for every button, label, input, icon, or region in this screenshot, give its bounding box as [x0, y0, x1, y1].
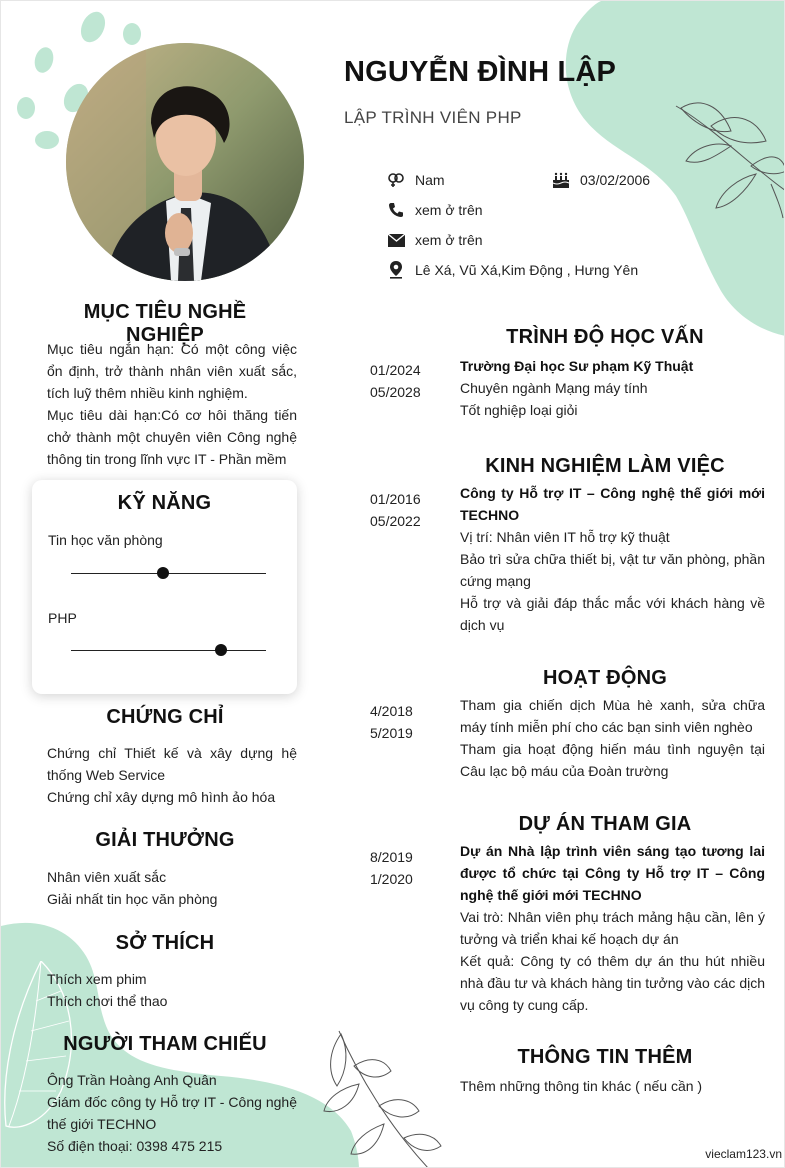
email-row — [386, 231, 483, 249]
gender-value: Nam — [415, 172, 445, 188]
skill-slider-track — [71, 573, 266, 574]
footer-brand: vieclam123.vn — [705, 1147, 782, 1161]
activities-dates — [370, 700, 413, 744]
awards-title: GIẢI THƯỞNG — [95, 829, 235, 851]
additional-text: Thêm những thông tin khác ( nếu cần ) — [460, 1078, 703, 1094]
experience-role: Vị trí: Nhân viên IT hỗ trợ kỹ thuật — [460, 529, 670, 545]
location-pin-icon — [386, 261, 406, 279]
education-school: Trường Đại học Sư phạm Kỹ Thuật — [460, 358, 694, 374]
references-title: NGƯỜI THAM CHIẾU — [63, 1033, 267, 1055]
activities-end: 5/2019 — [370, 725, 413, 741]
email-value: xem ở trên — [415, 232, 483, 248]
activity-item: Tham gia hoạt động hiến máu tình nguyện tại Câu lạc bộ máu của Đoàn trường — [460, 741, 765, 779]
reference-position: Giám đốc công ty Hỗ trợ IT - Công nghệ thế giới TECHNO — [47, 1094, 297, 1132]
hobbies-title: SỞ THÍCH — [115, 932, 215, 954]
hobby-item: Thích xem phim — [47, 971, 147, 987]
address-row — [386, 261, 638, 279]
education-start: 01/2024 — [370, 362, 421, 378]
experience-start: 01/2016 — [370, 491, 421, 507]
skill-slider-track — [71, 650, 266, 651]
projects-end: 1/2020 — [370, 871, 413, 887]
gender-row — [386, 171, 445, 189]
phone-row — [386, 201, 483, 219]
career-goal-short-term: Mục tiêu ngắn hạn: Có một công việc ổn định, trở thành nhân viên xuất sắc, tích luỹ thêm nhiều kinh nghiệm. — [47, 341, 297, 401]
hobby-item: Thích chơi thể thao — [47, 993, 168, 1009]
education-dates — [370, 359, 421, 403]
education-major: Chuyên ngành Mạng máy tính — [460, 380, 648, 396]
award-item: Nhân viên xuất sắc — [47, 869, 167, 885]
cake-icon — [551, 171, 571, 189]
certificates-list — [47, 742, 297, 808]
activities-title: HOẠT ĐỘNG — [542, 667, 668, 689]
project-role: Vai trò: Nhân viên phụ trách mảng hậu cần, lên ý tưởng và triển khai kế hoạch dự án — [460, 909, 765, 947]
reference-name: Ông Trần Hoàng Anh Quân — [47, 1072, 217, 1088]
activities-entry — [460, 694, 765, 782]
experience-duty: Hỗ trợ và giải đáp thắc mắc với khách hàng về dịch vụ — [460, 595, 765, 633]
phone-value: xem ở trên — [415, 202, 483, 218]
skill-slider-knob[interactable] — [157, 567, 169, 579]
skills-card — [32, 480, 297, 694]
address-value: Lê Xá, Vũ Xá,Kim Động , Hưng Yên — [415, 262, 639, 278]
certificate-item: Chứng chỉ Thiết kế và xây dựng hệ thống Web Service — [47, 745, 297, 783]
experience-entry — [460, 482, 765, 636]
skills-title: KỸ NĂNG — [117, 492, 212, 514]
skill-slider-knob[interactable] — [215, 644, 227, 656]
career-goal-title: MỤC TIÊU NGHỀ NGHIỆP — [83, 301, 247, 346]
experience-duty: Bảo trì sửa chữa thiết bị, vật tư văn phòng, phần cứng mạng — [460, 551, 765, 589]
profile-photo — [66, 43, 304, 281]
education-end: 05/2028 — [370, 384, 421, 400]
leaf-illustration-bottom — [319, 1026, 449, 1168]
job-title: LẬP TRÌNH VIÊN PHP — [344, 108, 522, 127]
projects-title: DỰ ÁN THAM GIA — [518, 813, 692, 835]
hobbies-list — [47, 968, 297, 1012]
project-result: Kết quả: Công ty có thêm dự án thu hút nhiều nhà đầu tư và khách hàng tin tưởng vào các dịch vụ công ty cung cấp. — [460, 953, 766, 1013]
experience-company: Công ty Hỗ trợ IT – Công nghệ thế giới mới TECHNO — [460, 485, 765, 523]
gender-icon — [386, 171, 406, 189]
education-entry — [460, 355, 765, 421]
award-item: Giải nhất tin học văn phòng — [47, 891, 218, 907]
certificates-title: CHỨNG CHỈ — [106, 706, 224, 728]
projects-entry — [460, 840, 765, 1016]
phone-icon — [386, 201, 406, 219]
project-name: Dự án Nhà lập trình viên sáng tạo tương lai được tổ chức tại Công ty Hỗ trợ IT – Công nghệ thế giới mới TECHNO — [460, 843, 765, 903]
leaf-illustration-top-right — [671, 96, 785, 226]
education-grade: Tốt nghiệp loại giỏi — [460, 402, 578, 418]
additional-title: THÔNG TIN THÊM — [517, 1046, 693, 1068]
envelope-icon — [386, 231, 406, 249]
activities-start: 4/2018 — [370, 703, 413, 719]
education-title: TRÌNH ĐỘ HỌC VẤN — [506, 326, 704, 348]
skill-name: PHP — [48, 610, 77, 626]
projects-start: 8/2019 — [370, 849, 413, 865]
experience-dates — [370, 488, 421, 532]
additional-entry — [460, 1075, 765, 1097]
career-goal-section — [47, 338, 297, 470]
awards-list — [47, 866, 297, 910]
experience-title: KINH NGHIỆM LÀM VIỆC — [485, 455, 725, 477]
references-section — [47, 1069, 297, 1157]
candidate-name: NGUYỄN ĐÌNH LẬP — [344, 56, 617, 88]
birthday-value: 03/02/2006 — [580, 172, 651, 188]
experience-end: 05/2022 — [370, 513, 421, 529]
reference-phone: Số điện thoại: 0398 475 215 — [47, 1138, 223, 1154]
projects-dates — [370, 846, 413, 890]
birthday-row — [551, 171, 650, 189]
certificate-item: Chứng chỉ xây dựng mô hình ảo hóa — [47, 789, 276, 805]
skill-name: Tin học văn phòng — [48, 532, 163, 548]
activity-item: Tham gia chiến dịch Mùa hè xanh, sửa chữa máy tính miễn phí cho các bạn sinh viên nghèo — [460, 697, 765, 735]
career-goal-long-term: Mục tiêu dài hạn:Có cơ hôi thăng tiến chở thành một chuyên viên Công nghệ thông tin trong lĩnh vực IT - Phần mềm — [47, 407, 297, 467]
